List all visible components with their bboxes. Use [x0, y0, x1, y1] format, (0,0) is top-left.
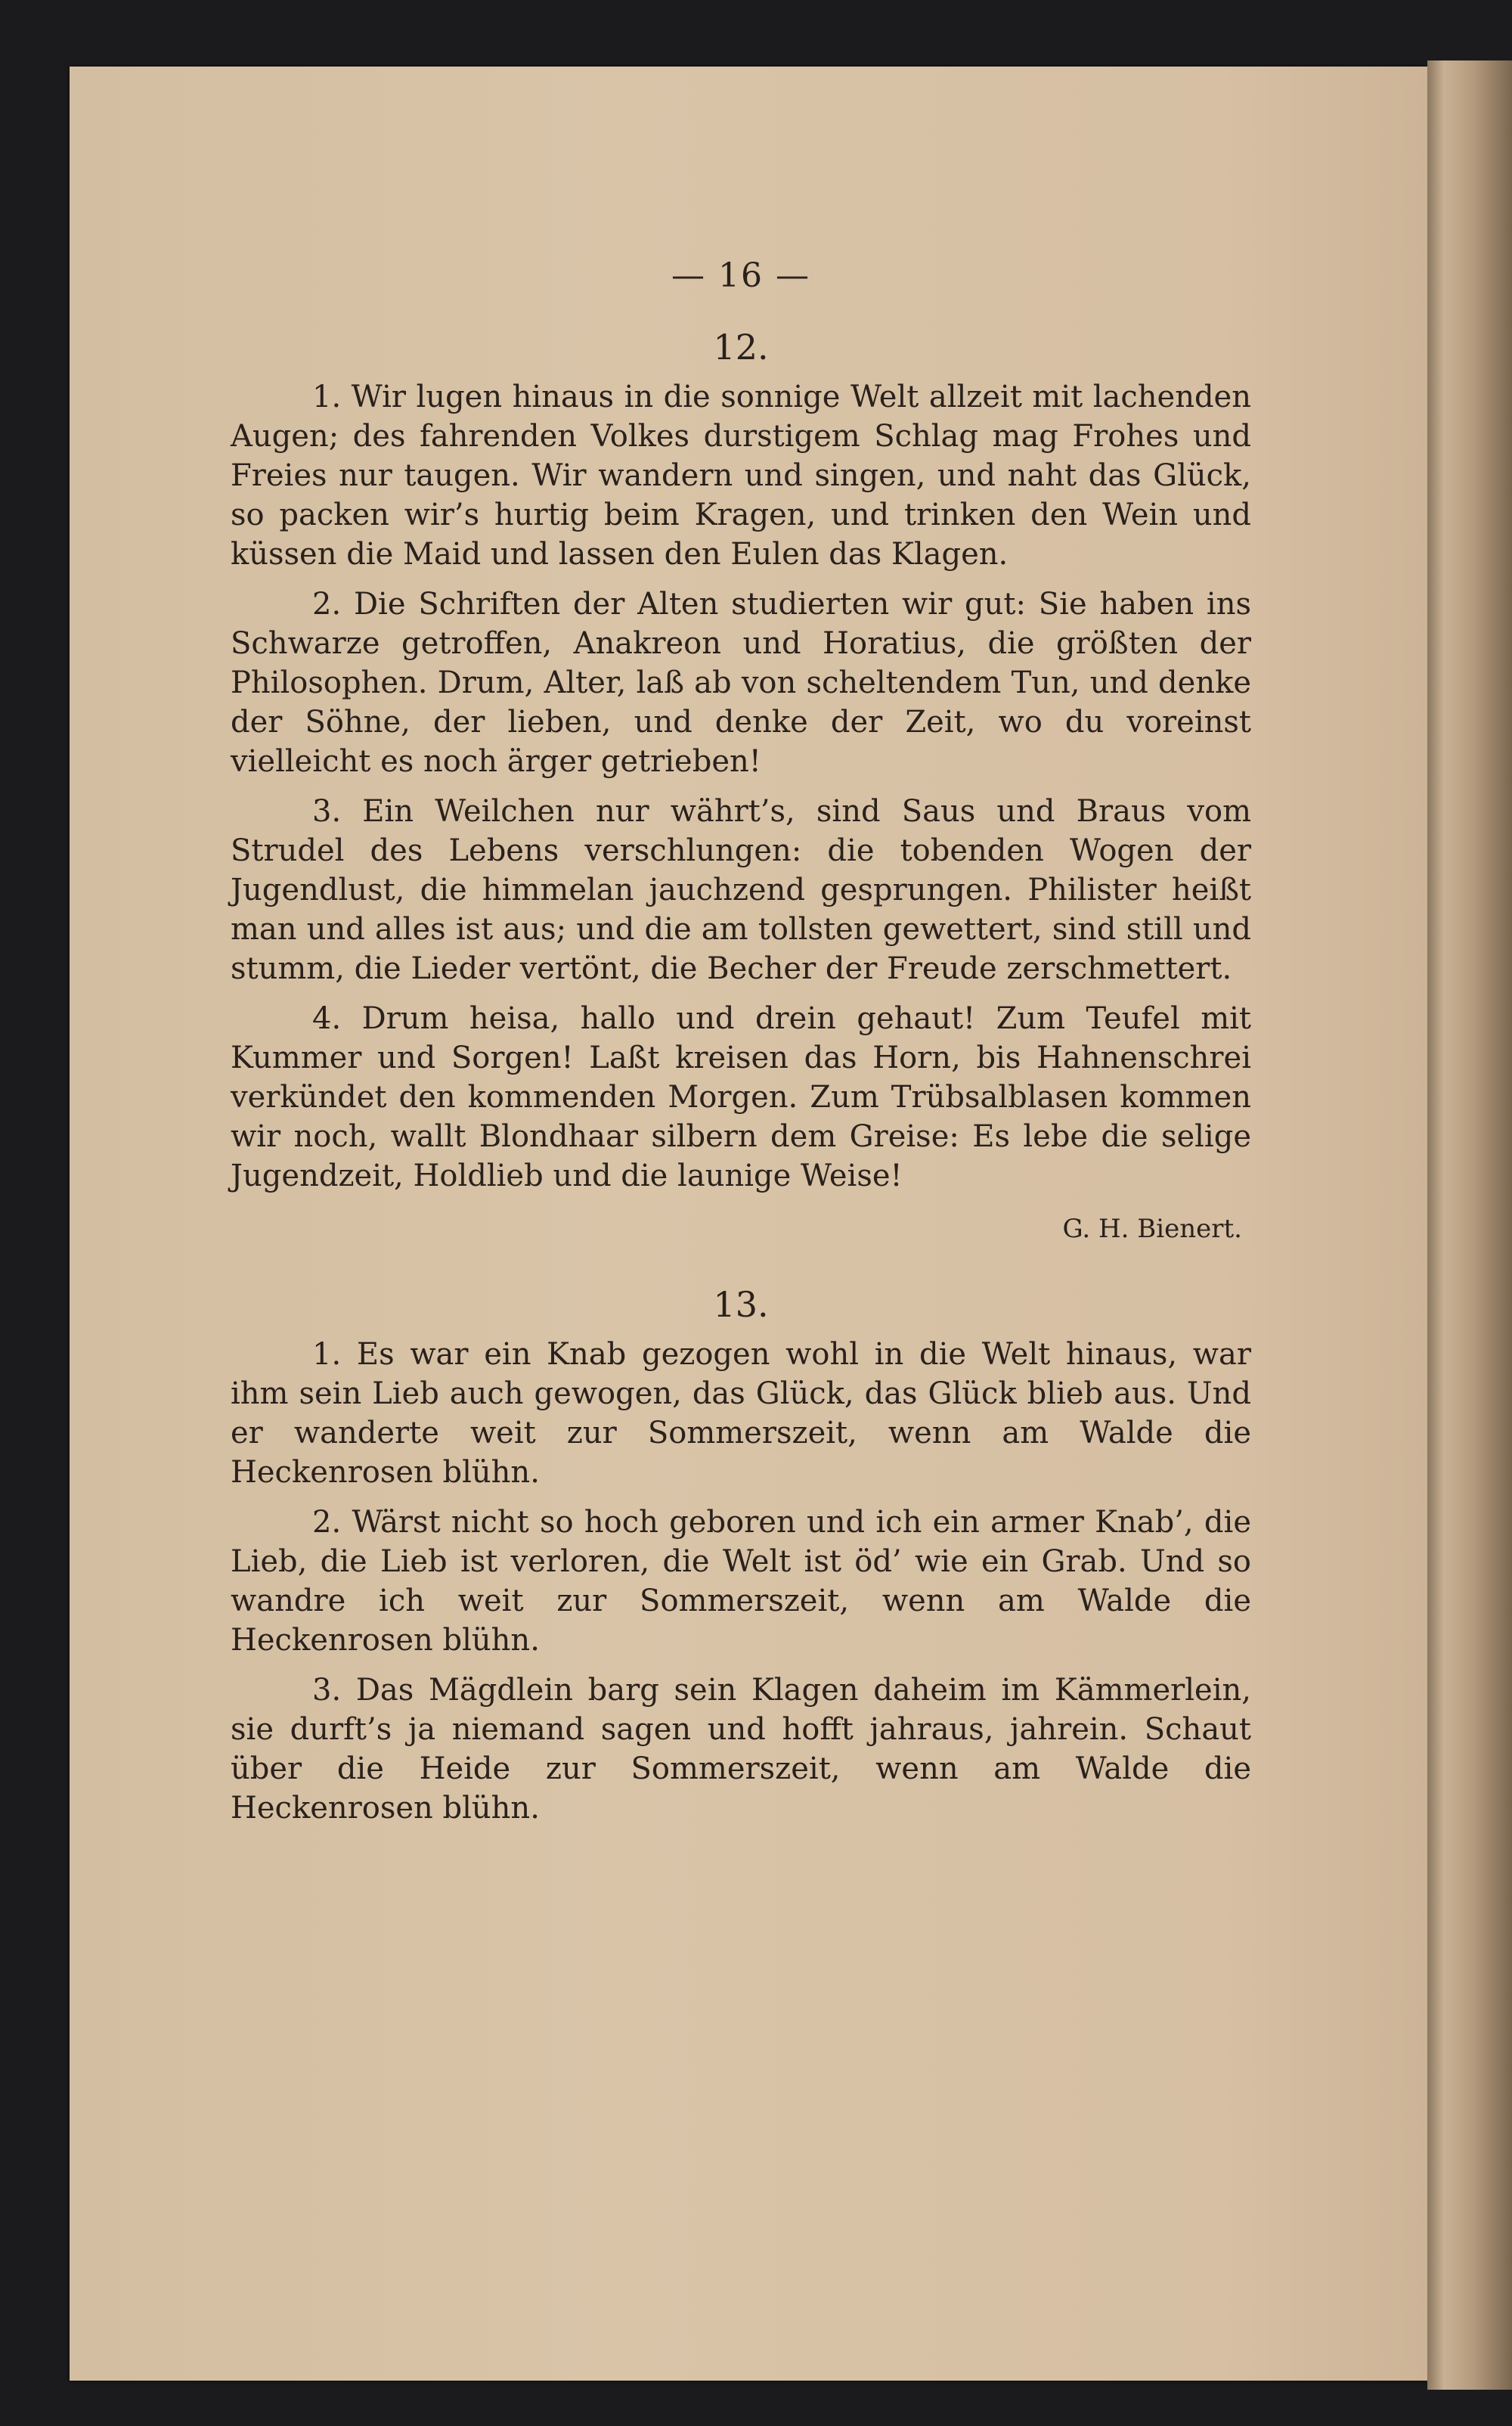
song-13-verse-1: 1. Es war ein Knab gezogen wohl in die Welt hinaus, war ihm sein Lieb auch gewogen, das Glück, das Glück blieb aus. Und er wanderte weit zur Sommerszeit, wenn am Walde die Heckenrosen blühn. [231, 1337, 1251, 1490]
page-number: — 16 — [671, 256, 810, 295]
song-13-verse-2: 2. Wärst nicht so hoch geboren und ich ein armer Knab’, die Lieb, die Lieb ist verloren, die Welt ist öd’ wie ein Grab. Und so wandre ich weit zur Sommerszeit, wenn am Walde die Heckenrosen blühn. [231, 1505, 1251, 1658]
page-text [231, 246, 1251, 1838]
song-12-author: G. H. Bienert. [1062, 1214, 1242, 1244]
song-12-verse-1: 1. Wir lugen hinaus in die sonnige Welt allzeit mit lachenden Augen; des fahrenden Volkes durstigem Schlag mag Frohes und Freies nur taugen. Wir wandern und singen, und naht das Glück, so packen wir’s hurtig beim Kragen, und trinken den Wein und küssen die Maid und lassen den Eulen das Klagen. [231, 380, 1251, 572]
song-number-13: 13. [713, 1284, 769, 1325]
song-13-verse-3: 3. Das Mägdlein barg sein Klagen daheim im Kämmerlein, sie durft’s ja niemand sagen und hofft jahraus, jahrein. Schaut über die Heide zur Sommerszeit, wenn am Walde die Heckenrosen blühn. [231, 1673, 1251, 1826]
song-12-verse-4: 4. Drum heisa, hallo und drein gehaut! Zum Teufel mit Kummer und Sorgen! Laßt kreisen das Horn, bis Hahnenschrei verkündet den kommenden Morgen. Zum Trübsalblasen kommen wir noch, wallt Blondhaar silbern dem Greise: Es lebe die selige Jugendzeit, Holdlieb und die launige Weise! [231, 1001, 1251, 1193]
song-12-verse-3: 3. Ein Weilchen nur währt’s, sind Saus und Braus vom Strudel des Lebens verschlungen: die tobenden Wogen der Jugendlust, die himmelan jauchzend gesprungen. Philister heißt man und alles ist aus; und die am tollsten gewettert, sind still und stumm, die Lieder vertönt, die Becher der Freude zerschmettert. [231, 794, 1251, 986]
song-12-verse-2: 2. Die Schriften der Alten studierten wir gut: Sie haben ins Schwarze getroffen, Anakreon und Horatius, die größten der Philosophen. Drum, Alter, laß ab von scheltendem Tun, und denke der Söhne, der lieben, und denke der Zeit, wo du voreinst vielleicht es noch ärger getrieben! [231, 587, 1251, 779]
page-edge [1427, 60, 1512, 2390]
song-number-12: 12. [713, 327, 769, 368]
